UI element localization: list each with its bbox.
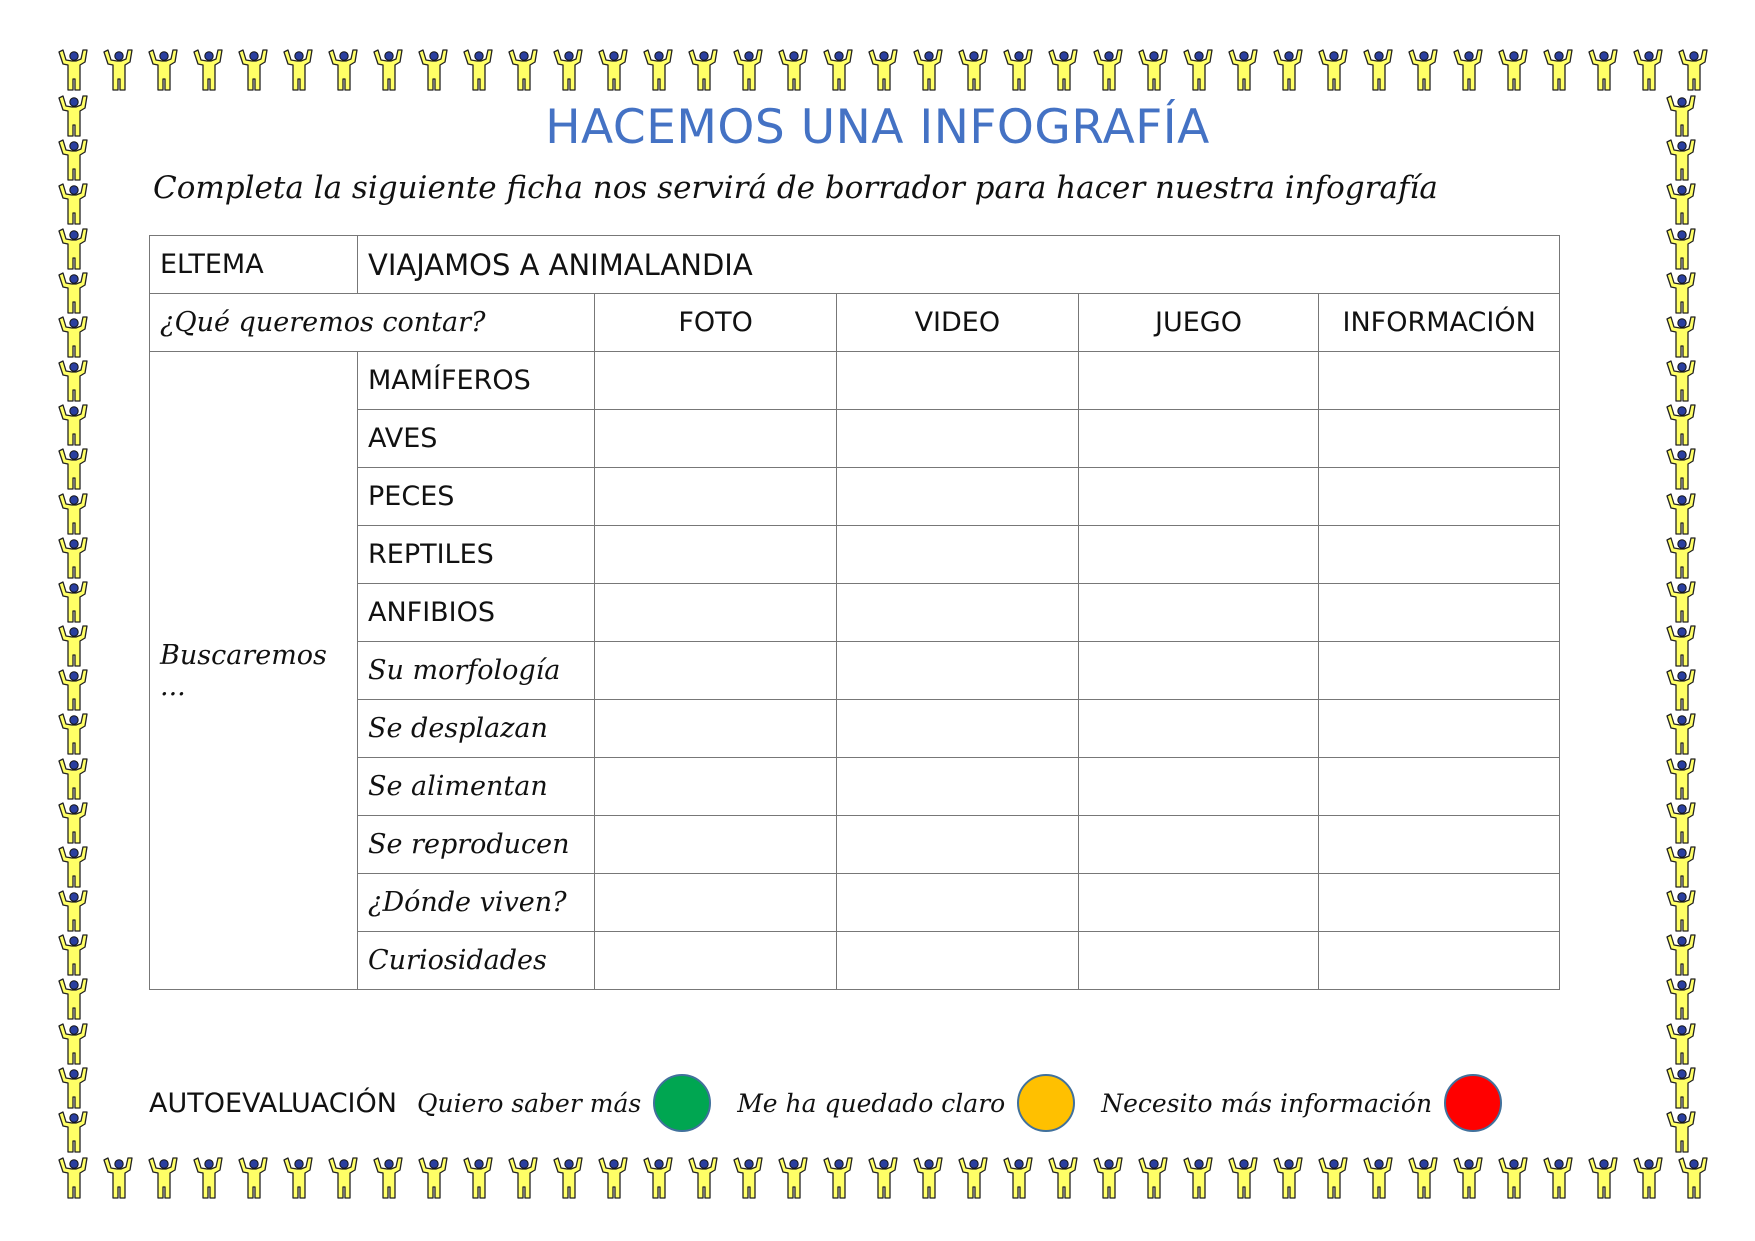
figure-icon: [56, 182, 102, 226]
answer-cell[interactable]: [595, 874, 837, 932]
answer-cell[interactable]: [1319, 526, 1560, 584]
figure-icon: [56, 48, 90, 94]
green-circle[interactable]: [653, 1074, 711, 1132]
border-top: [56, 48, 1710, 94]
theme-label: ELTEMA: [150, 236, 358, 294]
answer-cell[interactable]: [836, 874, 1078, 932]
self-assessment-label: AUTOEVALUACIÓN: [149, 1087, 397, 1119]
figure-icon: [326, 48, 360, 94]
theme-row: [150, 236, 1560, 294]
row-label: Se alimentan: [358, 758, 595, 816]
figure-icon: [506, 1156, 540, 1202]
figure-icon: [416, 1156, 450, 1202]
figure-icon: [1631, 48, 1665, 94]
figure-icon: [911, 48, 945, 94]
answer-cell[interactable]: [836, 352, 1078, 410]
answer-cell[interactable]: [836, 816, 1078, 874]
figure-icon: [191, 48, 225, 94]
figure-icon: [281, 48, 315, 94]
figure-icon: [236, 1156, 270, 1202]
header-row: [150, 294, 1560, 352]
option-want-more-label: Quiero saber más: [416, 1088, 642, 1118]
figure-icon: [731, 1156, 765, 1202]
figure-icon: [506, 48, 540, 94]
option-clear-label: Me ha quedado claro: [737, 1088, 1006, 1118]
figure-icon: [1541, 48, 1575, 94]
table-row: [150, 526, 1560, 584]
figure-icon: [1496, 1156, 1530, 1202]
answer-cell[interactable]: [836, 526, 1078, 584]
border-bottom: [56, 1156, 1710, 1202]
figure-icon: [1664, 271, 1710, 315]
table-row: [150, 758, 1560, 816]
self-assessment: [149, 1068, 1528, 1138]
figure-icon: [1316, 1156, 1350, 1202]
figure-icon: [1586, 48, 1620, 94]
answer-cell[interactable]: [1078, 700, 1319, 758]
answer-cell[interactable]: [1319, 874, 1560, 932]
figure-icon: [1541, 1156, 1575, 1202]
figure-icon: [1361, 1156, 1395, 1202]
figure-icon: [146, 48, 180, 94]
figure-icon: [56, 1156, 90, 1202]
figure-icon: [551, 1156, 585, 1202]
figure-icon: [1226, 1156, 1260, 1202]
figure-icon: [641, 48, 675, 94]
figure-icon: [56, 712, 102, 756]
answer-cell[interactable]: [1078, 874, 1319, 932]
figure-icon: [1001, 1156, 1035, 1202]
figure-icon: [146, 1156, 180, 1202]
table-row: [150, 584, 1560, 642]
table-row: [150, 468, 1560, 526]
answer-cell[interactable]: [1078, 584, 1319, 642]
answer-cell[interactable]: [595, 584, 837, 642]
figure-icon: [461, 48, 495, 94]
answer-cell[interactable]: [836, 410, 1078, 468]
figure-icon: [191, 1156, 225, 1202]
figure-icon: [56, 271, 102, 315]
table-row: [150, 642, 1560, 700]
answer-cell[interactable]: [595, 642, 837, 700]
figure-icon: [866, 1156, 900, 1202]
yellow-circle[interactable]: [1017, 1074, 1075, 1132]
table-row: [150, 932, 1560, 990]
table-row: [150, 874, 1560, 932]
column-header-informacion: INFORMACIÓN: [1319, 294, 1560, 352]
border-right: [1664, 94, 1710, 1154]
figure-icon: [686, 48, 720, 94]
figure-icon: [1664, 492, 1710, 536]
figure-icon: [56, 580, 102, 624]
figure-icon: [56, 845, 102, 889]
figure-icon: [56, 889, 102, 933]
figure-icon: [821, 1156, 855, 1202]
figure-icon: [1664, 359, 1710, 403]
figure-icon: [731, 48, 765, 94]
answer-cell[interactable]: [595, 932, 837, 990]
answer-cell[interactable]: [836, 932, 1078, 990]
figure-icon: [1664, 1022, 1710, 1066]
figure-icon: [1664, 536, 1710, 580]
infographic-table: [149, 235, 1560, 990]
figure-icon: [1676, 48, 1710, 94]
figure-icon: [776, 1156, 810, 1202]
figure-icon: [101, 1156, 135, 1202]
figure-icon: [866, 48, 900, 94]
figure-icon: [371, 1156, 405, 1202]
figure-icon: [56, 1110, 102, 1154]
column-header-video: VIDEO: [836, 294, 1078, 352]
figure-icon: [56, 977, 102, 1021]
figure-icon: [1181, 48, 1215, 94]
figure-icon: [1361, 48, 1395, 94]
figure-icon: [1226, 48, 1260, 94]
figure-icon: [56, 1066, 102, 1110]
figure-icon: [1664, 624, 1710, 668]
theme-value: VIAJAMOS A ANIMALANDIA: [358, 236, 1560, 294]
answer-cell[interactable]: [1319, 816, 1560, 874]
question-label: ¿Qué queremos contar?: [150, 294, 595, 352]
figure-icon: [821, 48, 855, 94]
figure-icon: [1664, 889, 1710, 933]
row-label: ¿Dónde viven?: [358, 874, 595, 932]
answer-cell[interactable]: [836, 758, 1078, 816]
figure-icon: [56, 315, 102, 359]
figure-icon: [56, 757, 102, 801]
figure-icon: [56, 668, 102, 712]
figure-icon: [1664, 447, 1710, 491]
answer-cell[interactable]: [595, 816, 837, 874]
figure-icon: [1664, 1066, 1710, 1110]
figure-icon: [596, 1156, 630, 1202]
answer-cell[interactable]: [1319, 758, 1560, 816]
figure-icon: [1676, 1156, 1710, 1202]
answer-cell[interactable]: [595, 758, 837, 816]
figure-icon: [1046, 48, 1080, 94]
figure-icon: [1001, 48, 1035, 94]
figure-icon: [1664, 712, 1710, 756]
answer-cell[interactable]: [1319, 352, 1560, 410]
row-label: Curiosidades: [358, 932, 595, 990]
figure-icon: [1664, 757, 1710, 801]
answer-cell[interactable]: [595, 526, 837, 584]
figure-icon: [56, 227, 102, 271]
figure-icon: [1664, 227, 1710, 271]
figure-icon: [1664, 977, 1710, 1021]
answer-cell[interactable]: [836, 700, 1078, 758]
answer-cell[interactable]: [1319, 642, 1560, 700]
figure-icon: [1451, 48, 1485, 94]
figure-icon: [236, 48, 270, 94]
instructions: Completa la siguiente ficha nos servirá de borrador para hacer nuestra infografía: [153, 170, 1438, 206]
figure-icon: [1664, 1110, 1710, 1154]
figure-icon: [56, 403, 102, 447]
figure-icon: [1496, 48, 1530, 94]
figure-icon: [1136, 48, 1170, 94]
figure-icon: [1091, 48, 1125, 94]
figure-icon: [1664, 845, 1710, 889]
row-label: Se desplazan: [358, 700, 595, 758]
answer-cell[interactable]: [836, 584, 1078, 642]
row-label: PECES: [358, 468, 595, 526]
figure-icon: [416, 48, 450, 94]
figure-icon: [1586, 1156, 1620, 1202]
row-label: AVES: [358, 410, 595, 468]
option-need-info-label: Necesito más información: [1101, 1088, 1433, 1118]
figure-icon: [1631, 1156, 1665, 1202]
answer-cell[interactable]: [836, 642, 1078, 700]
figure-icon: [461, 1156, 495, 1202]
figure-icon: [551, 48, 585, 94]
answer-cell[interactable]: [1319, 932, 1560, 990]
figure-icon: [281, 1156, 315, 1202]
figure-icon: [1664, 403, 1710, 447]
figure-icon: [1091, 1156, 1125, 1202]
table-row: [150, 352, 1560, 410]
page-title: HACEMOS UNA INFOGRAFÍA: [545, 100, 1210, 155]
row-label: REPTILES: [358, 526, 595, 584]
figure-icon: [1181, 1156, 1215, 1202]
answer-cell[interactable]: [1319, 700, 1560, 758]
answer-cell[interactable]: [595, 410, 837, 468]
figure-icon: [596, 48, 630, 94]
figure-icon: [1136, 1156, 1170, 1202]
figure-icon: [1664, 668, 1710, 712]
figure-icon: [56, 624, 102, 668]
table-row: [150, 410, 1560, 468]
figure-icon: [1451, 1156, 1485, 1202]
answer-cell[interactable]: [595, 468, 837, 526]
figure-icon: [56, 801, 102, 845]
figure-icon: [326, 1156, 360, 1202]
figure-icon: [1316, 48, 1350, 94]
figure-icon: [371, 48, 405, 94]
answer-cell[interactable]: [1078, 816, 1319, 874]
figure-icon: [56, 359, 102, 403]
answer-cell[interactable]: [836, 468, 1078, 526]
answer-cell[interactable]: [1078, 932, 1319, 990]
answer-cell[interactable]: [1078, 352, 1319, 410]
answer-cell[interactable]: [595, 700, 837, 758]
answer-cell[interactable]: [1078, 526, 1319, 584]
red-circle[interactable]: [1444, 1074, 1502, 1132]
figure-icon: [1664, 182, 1710, 226]
answer-cell[interactable]: [595, 352, 837, 410]
row-label: ANFIBIOS: [358, 584, 595, 642]
figure-icon: [1406, 1156, 1440, 1202]
figure-icon: [56, 933, 102, 977]
figure-icon: [1664, 580, 1710, 624]
figure-icon: [776, 48, 810, 94]
answer-cell[interactable]: [1078, 410, 1319, 468]
figure-icon: [686, 1156, 720, 1202]
figure-icon: [1271, 1156, 1305, 1202]
figure-icon: [1271, 48, 1305, 94]
figure-icon: [56, 492, 102, 536]
row-label: Se reproducen: [358, 816, 595, 874]
table-row: [150, 700, 1560, 758]
figure-icon: [56, 536, 102, 580]
figure-icon: [641, 1156, 675, 1202]
figure-icon: [911, 1156, 945, 1202]
column-header-juego: JUEGO: [1078, 294, 1319, 352]
answer-cell[interactable]: [1078, 642, 1319, 700]
figure-icon: [956, 48, 990, 94]
row-label: MAMÍFEROS: [358, 352, 595, 410]
answer-cell[interactable]: [1319, 584, 1560, 642]
row-label: Su morfología: [358, 642, 595, 700]
answer-cell[interactable]: [1319, 468, 1560, 526]
table-row: [150, 816, 1560, 874]
border-left: [56, 94, 102, 1154]
figure-icon: [1664, 933, 1710, 977]
answer-cell[interactable]: [1078, 468, 1319, 526]
search-label: Buscaremos ...: [150, 352, 358, 990]
figure-icon: [1046, 1156, 1080, 1202]
column-header-foto: FOTO: [595, 294, 837, 352]
figure-icon: [56, 1022, 102, 1066]
figure-icon: [956, 1156, 990, 1202]
figure-icon: [1664, 315, 1710, 359]
figure-icon: [101, 48, 135, 94]
answer-cell[interactable]: [1078, 758, 1319, 816]
figure-icon: [56, 447, 102, 491]
answer-cell[interactable]: [1319, 410, 1560, 468]
figure-icon: [1406, 48, 1440, 94]
figure-icon: [1664, 801, 1710, 845]
